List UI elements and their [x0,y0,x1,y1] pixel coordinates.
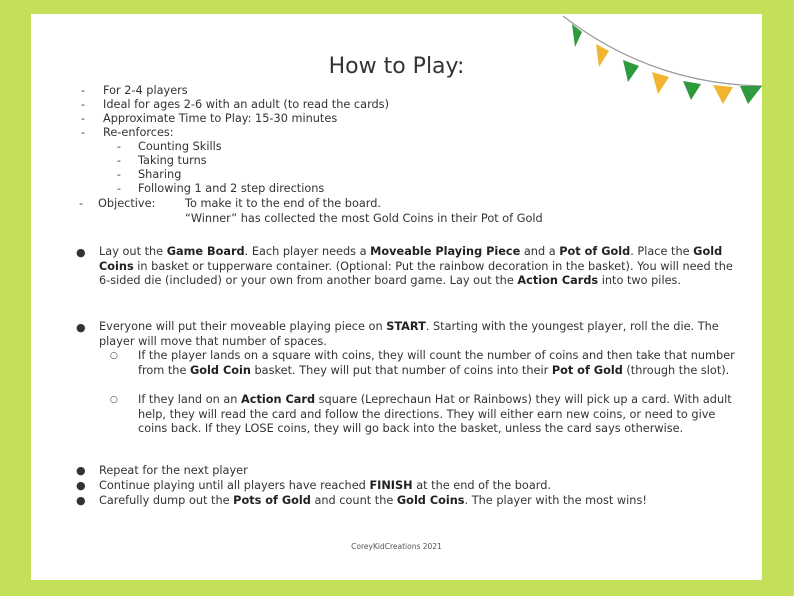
dash-marker: - [117,154,121,167]
bullet-marker: ● [76,321,86,334]
skill-item: Counting Skills [138,140,222,153]
repeat-step: Repeat for the next player [99,464,248,477]
dash-marker: - [81,98,85,111]
ages-info: Ideal for ages 2-6 with an adult (to read the cards) [103,98,389,111]
dash-marker: - [81,126,85,139]
footer-credit: CoreyKidCreations 2021 [351,542,442,551]
objective-label: Objective: [98,197,156,210]
continue-step: Continue playing until all players have reached FINISH at the end of the board. [99,479,551,492]
time-info: Approximate Time to Play: 15-30 minutes [103,112,338,125]
setup-paragraph: Lay out the Game Board. Each player needs a Moveable Playing Piece and a Pot of Gold. Place the Gold Coins in basket or tupperware container. (Optional: Put the rainbow decoration in the basket). You will need the 6-sided die (included) or your own from another board game. Lay out the Action Cards into two piles. [99,245,733,287]
objective-line: To make it to the end of the board. [185,197,382,210]
coin-square-rule: If the player lands on a square with coins, they will count the number of coins and then take that number from the Gold Coin basket. They will put that number of coins into their Pot of Gold (through the slot). [138,349,735,377]
dash-marker: - [79,197,83,210]
skill-item: Sharing [138,168,182,181]
dash-marker: - [81,112,85,125]
bunting-flag [683,81,701,100]
bullet-marker: ● [76,479,86,492]
skill-item: Following 1 and 2 step directions [138,182,325,195]
reinforces-label: Re-enforces: [103,126,174,139]
bunting-flag [740,86,762,104]
page-title: How to Play: [328,54,465,79]
skill-item: Taking turns [138,154,207,167]
dash-marker: - [117,182,121,195]
dash-marker: - [117,168,121,181]
action-card-rule: If they land on an Action Card square (Leprechaun Hat or Rainbows) they will pick up a card. With adult help, they will read the card and follow the directions. They will either earn new coins, or need to give coins back. If they LOSE coins, they will go back into the basket, unless the card says otherwise. [138,393,732,435]
bullet-marker: ● [76,494,86,507]
instruction-sheet [31,14,762,580]
objective-winner-line: “Winner” has collected the most Gold Coins in their Pot of Gold [185,212,543,225]
turn-paragraph: Everyone will put their moveable playing piece on START. Starting with the youngest player, roll the die. The player will move that number of spaces. [99,320,719,348]
bullet-marker: ● [76,464,86,477]
bullet-marker: ● [76,246,86,259]
dash-marker: - [117,140,121,153]
bunting-flag [572,24,582,47]
count-step: Carefully dump out the Pots of Gold and count the Gold Coins. The player with the most wins! [99,494,647,507]
bunting-flag [713,85,733,104]
circle-marker: ○ [110,351,118,361]
players-info: For 2-4 players [103,84,188,97]
dash-marker: - [81,84,85,97]
circle-marker: ○ [110,395,118,405]
